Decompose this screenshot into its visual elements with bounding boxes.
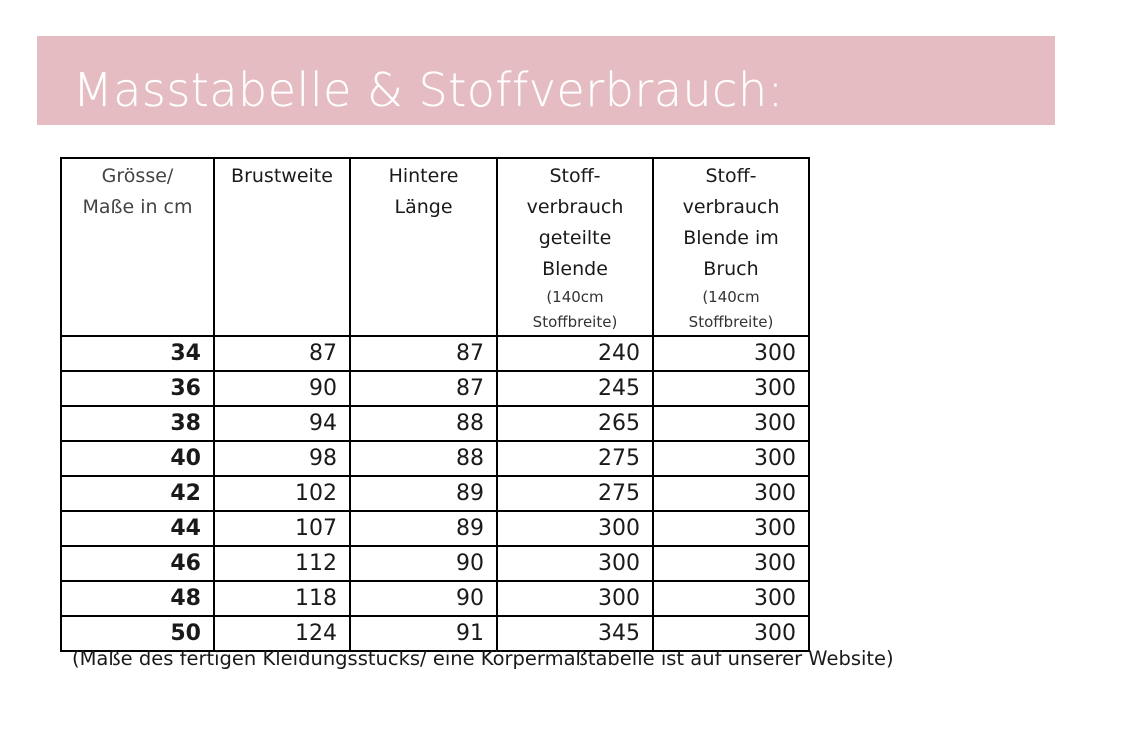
table-row <box>61 476 809 511</box>
value-cell: 300 <box>653 371 809 406</box>
value-cell: 88 <box>350 441 497 476</box>
value-cell: 87 <box>214 336 350 371</box>
value-cell: 265 <box>497 406 653 441</box>
header-line: geteilte <box>538 227 612 249</box>
header-line: Stoff- <box>549 165 601 187</box>
value-cell: 300 <box>497 511 653 546</box>
header-line: Blende im <box>683 227 779 249</box>
header-fabric-fold-facing <box>653 158 809 336</box>
table-row <box>61 336 809 371</box>
header-size <box>61 158 214 336</box>
value-cell: 300 <box>653 616 809 651</box>
value-cell: 300 <box>653 336 809 371</box>
size-cell: 38 <box>61 406 214 441</box>
size-cell: 46 <box>61 546 214 581</box>
header-back-length <box>350 158 497 336</box>
value-cell: 90 <box>350 581 497 616</box>
value-cell: 300 <box>653 406 809 441</box>
table-row <box>61 581 809 616</box>
size-cell: 34 <box>61 336 214 371</box>
table-row <box>61 546 809 581</box>
value-cell: 300 <box>497 581 653 616</box>
value-cell: 90 <box>350 546 497 581</box>
footnote: (Maße des fertigen Kleidungsstücks/ eine Körpermaßtabelle ist auf unserer Website) <box>72 647 894 670</box>
value-cell: 88 <box>350 406 497 441</box>
header-line: verbrauch <box>682 196 780 218</box>
header-line: Länge <box>394 196 453 218</box>
value-cell: 300 <box>653 441 809 476</box>
header-subline: Stoffbreite) <box>532 313 618 331</box>
value-cell: 94 <box>214 406 350 441</box>
size-cell: 40 <box>61 441 214 476</box>
value-cell: 91 <box>350 616 497 651</box>
value-cell: 87 <box>350 371 497 406</box>
value-cell: 87 <box>350 336 497 371</box>
table-row <box>61 511 809 546</box>
value-cell: 112 <box>214 546 350 581</box>
page-title: Masstabelle & Stoffverbrauch: <box>73 63 784 117</box>
value-cell: 275 <box>497 441 653 476</box>
value-cell: 107 <box>214 511 350 546</box>
header-line: Grösse/ <box>101 165 174 187</box>
size-cell: 42 <box>61 476 214 511</box>
value-cell: 345 <box>497 616 653 651</box>
header-line: Brustweite <box>231 165 333 187</box>
value-cell: 98 <box>214 441 350 476</box>
value-cell: 300 <box>653 581 809 616</box>
title-banner <box>37 36 1055 125</box>
header-line: Hintere <box>388 165 459 187</box>
table-header-row <box>61 158 809 336</box>
size-cell: 36 <box>61 371 214 406</box>
header-line: Stoff- <box>705 165 757 187</box>
value-cell: 300 <box>653 511 809 546</box>
value-cell: 102 <box>214 476 350 511</box>
header-line: verbrauch <box>526 196 624 218</box>
size-cell: 48 <box>61 581 214 616</box>
value-cell: 90 <box>214 371 350 406</box>
table-row <box>61 441 809 476</box>
header-subline: Stoffbreite) <box>688 313 774 331</box>
header-fabric-split-facing <box>497 158 653 336</box>
header-subline: (140cm <box>702 288 760 306</box>
value-cell: 240 <box>497 336 653 371</box>
value-cell: 245 <box>497 371 653 406</box>
value-cell: 300 <box>653 476 809 511</box>
header-line: Bruch <box>703 258 759 280</box>
value-cell: 118 <box>214 581 350 616</box>
value-cell: 89 <box>350 476 497 511</box>
size-cell: 44 <box>61 511 214 546</box>
value-cell: 300 <box>653 546 809 581</box>
value-cell: 275 <box>497 476 653 511</box>
header-line: Maße in cm <box>82 196 193 218</box>
value-cell: 89 <box>350 511 497 546</box>
header-line: Blende <box>542 258 608 280</box>
value-cell: 300 <box>497 546 653 581</box>
value-cell: 124 <box>214 616 350 651</box>
size-table <box>60 157 810 652</box>
size-cell: 50 <box>61 616 214 651</box>
table-row <box>61 406 809 441</box>
table-row <box>61 371 809 406</box>
header-subline: (140cm <box>546 288 604 306</box>
header-chest-width <box>214 158 350 336</box>
